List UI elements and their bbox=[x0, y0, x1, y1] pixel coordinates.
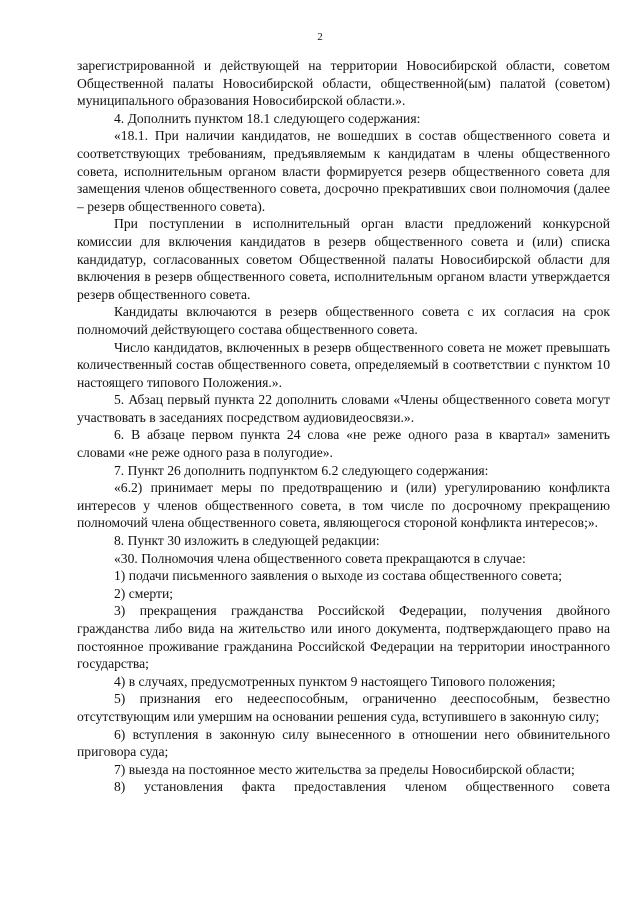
paragraph: 5. Абзац первый пункта 22 дополнить словами «Члены общественного совета могут участвовать в заседаниях посредством аудиовидеосвязи.». bbox=[77, 392, 610, 425]
paragraph: Число кандидатов, включенных в резерв общественного совета не может превышать количественный состав общественного совета, определяемый в соответствии с пунктом 10 настоящего типового Положения.». bbox=[77, 339, 610, 390]
paragraph: 5) признания его недееспособным, ограниченно дееспособным, безвестно отсутствующим или умершим на основании решения суда, вступившего в законную силу; bbox=[77, 691, 610, 724]
paragraph: 4) в случаях, предусмотренных пунктом 9 настоящего Типового положения; bbox=[114, 673, 556, 689]
paragraph: При поступлении в исполнительный орган власти предложений конкурсной комиссии для включения кандидатов в резерв общественного совета и (или) списка кандидатур, согласованных советом Общественной палаты Новосибирской области для включения в резерв общественного совета, исполнительным органом власти утверждается резерв общественного совета. bbox=[77, 216, 610, 302]
paragraph: 8. Пункт 30 изложить в следующей редакции: bbox=[114, 533, 380, 549]
paragraph: 8) установления факта предоставления членом общественного совета bbox=[114, 779, 610, 795]
paragraph: 3) прекращения гражданства Российской Федерации, получения двойного гражданства либо вида на жительство или иного документа, подтверждающего право на постоянное проживание гражданина Российской Федерации на территории иностранного государства; bbox=[77, 603, 610, 672]
paragraph: «18.1. При наличии кандидатов, не вошедших в состав общественного совета и соответствующих требованиям, предъявляемым к кандидатам в члены общественного совета, исполнительным органом власти формируется резерв общественного совета для замещения членов общественного совета, досрочно прекративших свои полномочия (далее – резерв общественного совета). bbox=[77, 128, 610, 214]
document-body bbox=[77, 57, 610, 796]
paragraph: 7) выезда на постоянное место жительства за пределы Новосибирской области; bbox=[114, 761, 575, 777]
paragraph: зарегистрированной и действующей на территории Новосибирской области, советом Общественной палаты Новосибирской области, общественной(ым) палатой (советом) муниципального образования Новосибирской области.». bbox=[77, 58, 610, 109]
paragraph: «6.2) принимает меры по предотвращению и (или) урегулированию конфликта интересов у членов общественного совета, в том числе по досрочному прекращению полномочий члена общественного совета, являющегося стороной конфликта интересов;». bbox=[77, 480, 610, 531]
paragraph: 2) смерти; bbox=[114, 585, 174, 601]
paragraph: 6) вступления в законную силу вынесенного в отношении него обвинительного приговора суда; bbox=[77, 726, 610, 760]
paragraph: 1) подачи письменного заявления о выходе из состава общественного совета; bbox=[114, 568, 563, 584]
paragraph: Кандидаты включаются в резерв общественного совета с их согласия на срок полномочий действующего состава общественного совета. bbox=[77, 304, 610, 337]
paragraph: 4. Дополнить пунктом 18.1 следующего содержания: bbox=[114, 110, 421, 126]
paragraph: «30. Полномочия члена общественного совета прекращаются в случае: bbox=[114, 550, 526, 566]
page-number: 2 bbox=[317, 31, 323, 43]
paragraph: 6. В абзаце первом пункта 24 слова «не реже одного раза в квартал» заменить словами «не реже одного раза в полугодие». bbox=[77, 427, 610, 461]
paragraph: 7. Пункт 26 дополнить подпунктом 6.2 следующего содержания: bbox=[114, 462, 489, 478]
